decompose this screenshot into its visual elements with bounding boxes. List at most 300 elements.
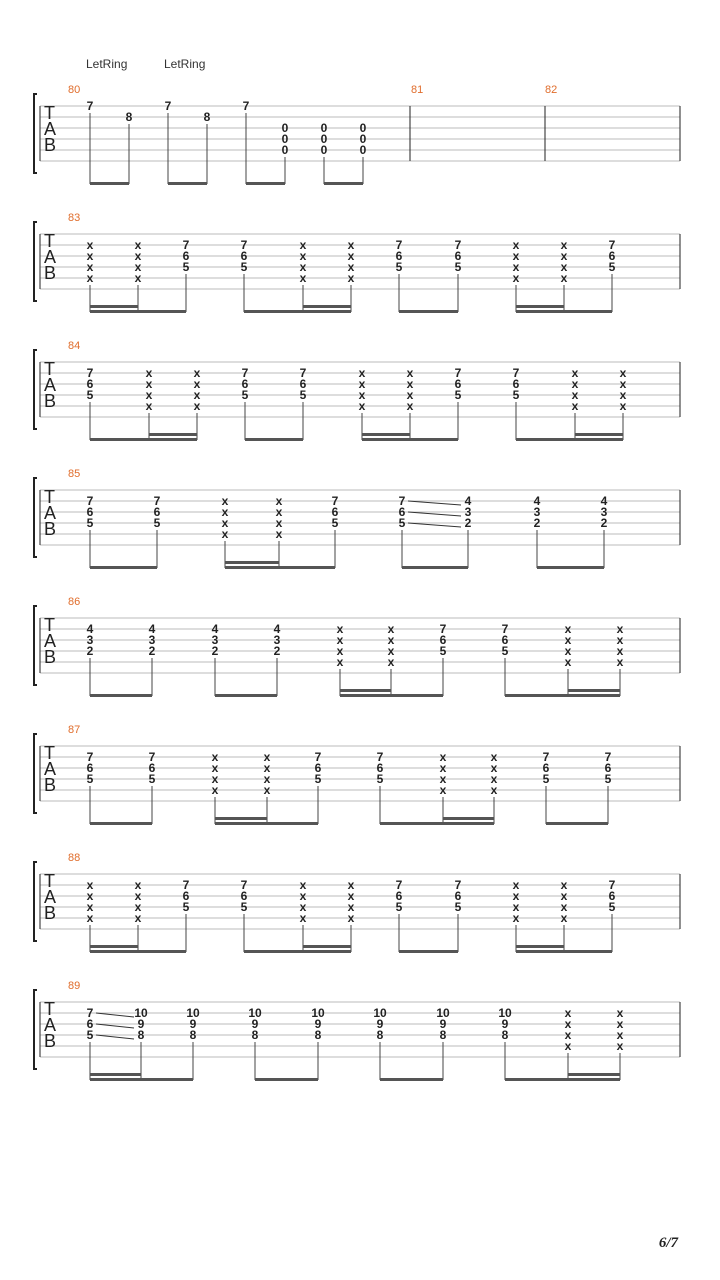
fret-number: 0 [320,121,328,135]
dead-note: x [193,377,201,391]
fret-number: 7 [331,494,339,508]
fret-number: 4 [86,622,94,636]
dead-note: x [512,889,520,903]
fret-number: 4 [533,494,541,508]
fret-number: 3 [600,505,608,519]
dead-note: x [560,238,568,252]
fret-number: 5 [240,900,248,914]
system-bracket [34,94,37,173]
fret-number: 8 [501,1028,509,1042]
beam-secondary [90,945,138,948]
dead-note: x [439,750,447,764]
measure-number: 87 [68,724,81,736]
tab-clef-letter: T [44,231,55,251]
dead-note: x [86,878,94,892]
tab-clef-letter: B [44,903,57,923]
fret-number: 3 [148,633,156,647]
dead-note: x [275,516,283,530]
dead-note: x [336,622,344,636]
dead-note: x [571,366,579,380]
beam-secondary [516,945,564,948]
fret-number: 10 [134,1006,148,1020]
beam [90,310,186,313]
fret-number: 6 [454,249,462,263]
beam-secondary [303,945,351,948]
system-bracket [34,990,37,1069]
fret-number: 7 [608,238,616,252]
tab-clef-letter: A [44,631,57,651]
tab-clef-letter: B [44,519,57,539]
fret-number: 5 [501,644,509,658]
dead-note: x [145,399,153,413]
dead-note: x [86,249,94,263]
tab-clef-letter: A [44,247,57,267]
fret-number: 6 [542,761,550,775]
fret-number: 5 [148,772,156,786]
dead-note: x [336,633,344,647]
dead-note: x [86,238,94,252]
fret-number: 6 [86,761,94,775]
fret-number: 7 [604,750,612,764]
tab-clef-letter: A [44,503,57,523]
beam-secondary [568,1073,620,1076]
dead-note: x [560,249,568,263]
fret-number: 6 [512,377,520,391]
fret-number: 10 [498,1006,512,1020]
fret-number: 9 [189,1017,197,1031]
dead-note: x [347,889,355,903]
dead-note: x [560,911,568,925]
fret-number: 6 [454,377,462,391]
beam [399,950,458,953]
tab-clef-letter: B [44,391,57,411]
system-bracket [34,350,37,429]
dead-note: x [347,249,355,263]
fret-number: 6 [398,505,406,519]
dead-note: x [564,1039,572,1053]
dead-note: x [571,377,579,391]
beam [255,1078,318,1081]
dead-note: x [221,505,229,519]
dead-note: x [571,399,579,413]
dead-note: x [512,271,520,285]
tab-clef-letter: T [44,103,55,123]
fret-number: 7 [439,622,447,636]
fret-number: 7 [314,750,322,764]
fret-number: 9 [314,1017,322,1031]
beam [246,182,285,185]
fret-number: 5 [241,388,249,402]
beam [324,182,363,185]
fret-number: 7 [376,750,384,764]
fret-number: 5 [86,516,94,530]
page-number: 6/7 [658,1235,678,1251]
dead-note: x [616,1028,624,1042]
fret-number: 6 [608,889,616,903]
dead-note: x [221,527,229,541]
beam [402,566,468,569]
fret-number: 6 [240,889,248,903]
fret-number: 10 [248,1006,262,1020]
fret-number: 6 [86,505,94,519]
beam-secondary [149,433,197,436]
fret-number: 4 [273,622,281,636]
dead-note: x [211,750,219,764]
dead-note: x [406,377,414,391]
dead-note: x [387,622,395,636]
fret-number: 5 [608,900,616,914]
beam [225,566,335,569]
fret-number: 6 [395,889,403,903]
dead-note: x [564,622,572,636]
slide-line [408,523,461,527]
slide-line [96,1035,134,1039]
dead-note: x [145,388,153,402]
fret-number: 5 [398,516,406,530]
dead-note: x [86,889,94,903]
system-bracket [34,734,37,813]
fret-number: 9 [439,1017,447,1031]
tab-clef-letter: B [44,775,57,795]
fret-number: 4 [148,622,156,636]
measure-number: 89 [68,980,81,992]
beam [244,310,351,313]
dead-note: x [86,260,94,274]
tab-clef-letter: T [44,871,55,891]
fret-number: 8 [137,1028,145,1042]
let-ring-annotation: LetRing [164,57,206,71]
dead-note: x [275,494,283,508]
tab-clef-letter: B [44,1031,57,1051]
dead-note: x [406,366,414,380]
dead-note: x [387,633,395,647]
dead-note: x [347,878,355,892]
fret-number: 7 [454,366,462,380]
fret-number: 5 [314,772,322,786]
dead-note: x [564,1006,572,1020]
fret-number: 5 [331,516,339,530]
beam [215,694,277,697]
fret-number: 10 [186,1006,200,1020]
fret-number: 6 [331,505,339,519]
dead-note: x [263,772,271,786]
fret-number: 8 [314,1028,322,1042]
fret-number: 0 [359,121,367,135]
dead-note: x [560,260,568,274]
dead-note: x [86,271,94,285]
dead-note: x [490,750,498,764]
dead-note: x [134,878,142,892]
tab-clef-letter: A [44,1015,57,1035]
beam [516,950,612,953]
fret-number: 7 [299,366,307,380]
fret-number: 7 [86,99,94,113]
measure-number: 88 [68,852,81,864]
fret-number: 7 [501,622,509,636]
fret-number: 3 [533,505,541,519]
fret-number: 0 [359,132,367,146]
fret-number: 4 [600,494,608,508]
fret-number: 6 [182,889,190,903]
dead-note: x [347,238,355,252]
dead-note: x [564,1017,572,1031]
fret-number: 8 [203,110,211,124]
dead-note: x [193,399,201,413]
dead-note: x [275,527,283,541]
dead-note: x [387,655,395,669]
fret-number: 0 [359,143,367,157]
fret-number: 6 [501,633,509,647]
fret-number: 3 [464,505,472,519]
fret-number: 0 [281,132,289,146]
fret-number: 5 [395,900,403,914]
beam [90,1078,193,1081]
beam [90,694,152,697]
dead-note: x [299,889,307,903]
beam-secondary [340,689,391,692]
dead-note: x [512,900,520,914]
dead-note: x [211,761,219,775]
measure-number: 83 [68,212,81,224]
system-bracket [34,478,37,557]
fret-number: 6 [376,761,384,775]
dead-note: x [616,655,624,669]
beam-secondary [443,817,494,820]
tab-clef-letter: T [44,999,55,1019]
fret-number: 0 [320,143,328,157]
fret-number: 7 [148,750,156,764]
beam [90,822,152,825]
dead-note: x [347,271,355,285]
fret-number: 6 [153,505,161,519]
system-bracket [34,862,37,941]
fret-number: 5 [542,772,550,786]
beam [505,694,620,697]
slide-line [96,1013,134,1017]
fret-number: 0 [281,143,289,157]
beam-secondary [215,817,267,820]
fret-number: 6 [299,377,307,391]
dead-note: x [616,1017,624,1031]
fret-number: 10 [311,1006,325,1020]
beam-secondary [362,433,410,436]
fret-number: 7 [542,750,550,764]
beam [516,310,612,313]
fret-number: 7 [86,750,94,764]
fret-number: 9 [376,1017,384,1031]
dead-note: x [347,900,355,914]
dead-note: x [193,388,201,402]
let-ring-annotation: LetRing [86,57,128,71]
dead-note: x [134,260,142,274]
system-bracket [34,222,37,301]
dead-note: x [134,249,142,263]
system-bracket [34,606,37,685]
fret-number: 2 [273,644,281,658]
tab-clef-letter: B [44,263,57,283]
beam-secondary [568,689,620,692]
dead-note: x [86,900,94,914]
fret-number: 7 [395,878,403,892]
dead-note: x [299,271,307,285]
dead-note: x [336,644,344,658]
dead-note: x [616,633,624,647]
fret-number: 2 [86,644,94,658]
dead-note: x [299,260,307,274]
dead-note: x [439,761,447,775]
fret-number: 5 [376,772,384,786]
fret-number: 2 [148,644,156,658]
beam [537,566,604,569]
dead-note: x [221,516,229,530]
beam-secondary [90,305,138,308]
dead-note: x [263,750,271,764]
dead-note: x [616,1006,624,1020]
measure-number: 81 [411,84,424,96]
fret-number: 7 [86,366,94,380]
dead-note: x [347,260,355,274]
dead-note: x [512,238,520,252]
dead-note: x [616,1039,624,1053]
fret-number: 6 [86,1017,94,1031]
dead-note: x [560,878,568,892]
dead-note: x [134,900,142,914]
fret-number: 7 [395,238,403,252]
fret-number: 7 [86,494,94,508]
measure-number: 82 [545,84,558,96]
slide-line [408,512,461,516]
beam [215,822,318,825]
fret-number: 5 [153,516,161,530]
dead-note: x [512,260,520,274]
dead-note: x [406,388,414,402]
fret-number: 5 [299,388,307,402]
dead-note: x [619,377,627,391]
fret-number: 2 [211,644,219,658]
dead-note: x [336,655,344,669]
beam [244,950,351,953]
tab-clef-letter: B [44,135,57,155]
dead-note: x [490,772,498,786]
tab-clef-letter: A [44,119,57,139]
dead-note: x [263,761,271,775]
fret-number: 6 [454,889,462,903]
fret-number: 6 [182,249,190,263]
dead-note: x [387,644,395,658]
fret-number: 7 [512,366,520,380]
fret-number: 8 [189,1028,197,1042]
fret-number: 9 [137,1017,145,1031]
dead-note: x [145,377,153,391]
beam [90,438,197,441]
beam [168,182,207,185]
dead-note: x [275,505,283,519]
dead-note: x [560,900,568,914]
fret-number: 3 [211,633,219,647]
beam [362,438,458,441]
beam-secondary [90,1073,141,1076]
dead-note: x [299,878,307,892]
fret-number: 7 [153,494,161,508]
dead-note: x [571,388,579,402]
fret-number: 7 [398,494,406,508]
dead-note: x [221,494,229,508]
fret-number: 10 [436,1006,450,1020]
fret-number: 9 [501,1017,509,1031]
fret-number: 5 [86,388,94,402]
fret-number: 6 [604,761,612,775]
beam [380,1078,443,1081]
beam-secondary [225,561,279,564]
dead-note: x [134,911,142,925]
fret-number: 3 [86,633,94,647]
dead-note: x [439,783,447,797]
fret-number: 7 [182,238,190,252]
fret-number: 5 [240,260,248,274]
measure-number: 84 [68,340,81,352]
dead-note: x [358,388,366,402]
fret-number: 10 [373,1006,387,1020]
dead-note: x [299,900,307,914]
fret-number: 6 [608,249,616,263]
fret-number: 2 [464,516,472,530]
fret-number: 4 [211,622,219,636]
dead-note: x [560,889,568,903]
dead-note: x [512,911,520,925]
dead-note: x [211,772,219,786]
measure-number: 80 [68,84,81,96]
fret-number: 7 [608,878,616,892]
dead-note: x [358,366,366,380]
beam [399,310,458,313]
dead-note: x [134,889,142,903]
dead-note: x [86,911,94,925]
dead-note: x [299,238,307,252]
fret-number: 8 [251,1028,259,1042]
fret-number: 0 [320,132,328,146]
fret-number: 7 [86,1006,94,1020]
dead-note: x [616,644,624,658]
fret-number: 7 [242,99,250,113]
fret-number: 6 [240,249,248,263]
fret-number: 5 [604,772,612,786]
dead-note: x [490,761,498,775]
beam [90,566,157,569]
dead-note: x [145,366,153,380]
fret-number: 5 [454,260,462,274]
fret-number: 2 [533,516,541,530]
beam [340,694,443,697]
fret-number: 5 [182,900,190,914]
fret-number: 2 [600,516,608,530]
tab-clef-letter: T [44,615,55,635]
fret-number: 5 [454,900,462,914]
dead-note: x [134,238,142,252]
fret-number: 5 [439,644,447,658]
fret-number: 7 [240,238,248,252]
dead-note: x [619,366,627,380]
fret-number: 6 [439,633,447,647]
dead-note: x [347,911,355,925]
dead-note: x [490,783,498,797]
dead-note: x [564,655,572,669]
beam [516,438,623,441]
dead-note: x [616,622,624,636]
fret-number: 6 [148,761,156,775]
fret-number: 5 [608,260,616,274]
dead-note: x [564,633,572,647]
dead-note: x [512,249,520,263]
